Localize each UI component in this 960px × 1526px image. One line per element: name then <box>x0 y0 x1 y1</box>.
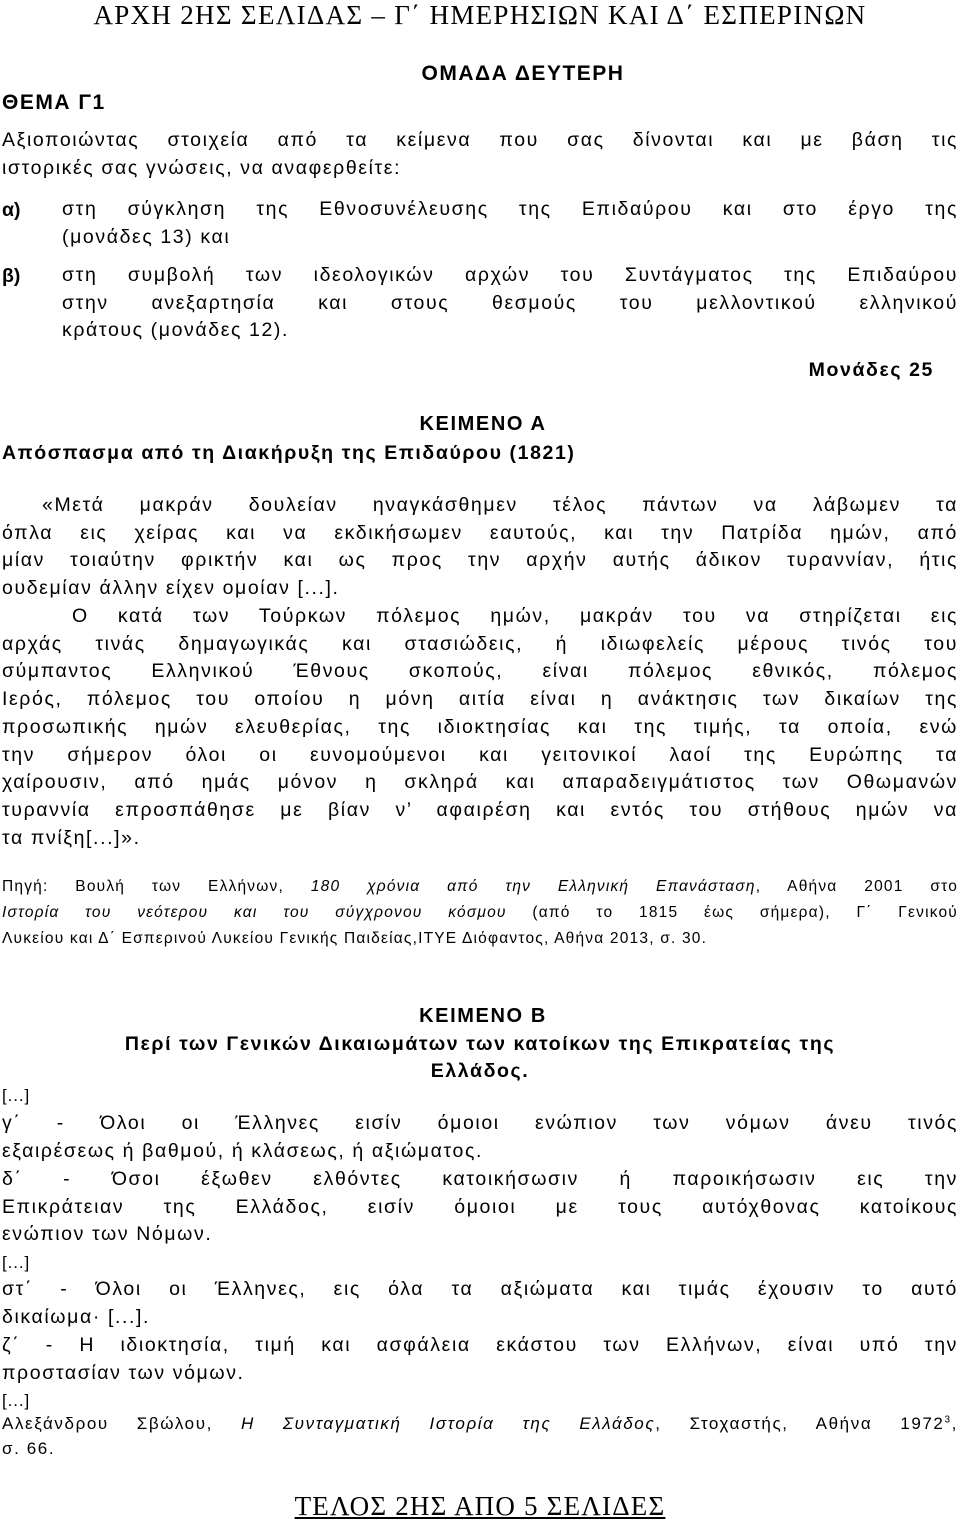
source-line <box>2 900 958 926</box>
paragraph-line: χαίρουσιν, από ημάς μόνον η σκληρά και απαραδειγμάτιστος των Οθωμανών <box>2 771 958 794</box>
item-line: στη σύγκληση της Εθνοσυνέλευσης της Επιδαύρου και στο έργο της <box>62 198 958 220</box>
paragraph-line: τα πνίξη[...]». <box>2 826 141 849</box>
source-text: Πηγή: Βουλή των Ελλήνων, <box>2 878 285 895</box>
source-text: , Αθήνα 2001 στο <box>755 878 959 895</box>
page-footer: ΤΕΛΟΣ 2ΗΣ ΑΠΟ 5 ΣΕΛΙΔΕΣ <box>294 1491 666 1521</box>
text-a-subtitle: Απόσπασμα από τη Διακήρυξη της Επιδαύρου (1821) <box>2 442 576 464</box>
source-line: σ. 66. <box>2 1439 56 1458</box>
paragraph-line: «Μετά μακράν δουλείαν ηναγκάσθημεν τέλος πάντων να λάβωμεν τα <box>42 494 958 516</box>
points-label: Μονάδες 25 <box>808 359 934 381</box>
paragraph-line: όπλα εις χείρας και να εκδικήσωμεν εαυτούς, και την Πατρίδα ημών, από <box>2 521 958 544</box>
subtitle-line: Ελλάδος. <box>430 1060 530 1082</box>
article-d <box>2 1166 958 1249</box>
text-b-heading: ΚΕΙΜΕΝΟ Β <box>419 1005 547 1027</box>
article-z <box>2 1332 958 1387</box>
source-text: (από το 1815 έως σήμερα), Γ΄ Γενικού <box>506 904 958 921</box>
article-line: ενώπιον των Νόμων. <box>2 1223 213 1246</box>
page-header: ΑΡΧΗ 2ΗΣ ΣΕΛΙΔΑΣ – Γ΄ ΗΜΕΡΗΣΙΩΝ ΚΑΙ Δ΄ ΕΣΠΕΡΙΝΩΝ <box>93 0 867 30</box>
subtitle-line: Περί των Γενικών Δικαιωμάτων των κατοίκων της Επικρατείας της <box>124 1033 836 1055</box>
paragraph-line: αρχάς τινάς δημαγωγικάς και στασιώδεις, ή ιδιωφελείς μέρους τινός του <box>2 632 958 655</box>
paragraph-line: προσωπικής ημών ελευθερίας, της ιδιοκτησίας και της τιμής, τα οποία, ενώ <box>2 715 958 738</box>
paragraph-line: μίαν τοιαύτην φρικτήν και ως προς την αρχήν αυτής άδικον τυραννίαν, ήτις <box>2 549 958 572</box>
text-a-paragraph-2 <box>2 603 958 852</box>
text-b-source <box>2 1411 958 1461</box>
article-line: στ΄ - Όλοι οι Έλληνες, εις όλα τα αξιώματα και τιμάς έχουσιν το αυτό <box>2 1278 958 1300</box>
item-line: (μονάδες 13) και <box>62 225 231 248</box>
item-a-text <box>62 196 958 251</box>
text-a-heading: ΚΕΙΜΕΝΟ Α <box>419 413 547 435</box>
ellipsis: [...] <box>2 1253 31 1272</box>
text-a-paragraph-1 <box>2 492 958 603</box>
item-a-label: α) <box>2 199 21 221</box>
ellipsis: [...] <box>2 1391 31 1410</box>
paragraph-line: Ιερός, πόλεμος του οποίου η μόνη αιτία είναι η ανάκτησις των δικαίων της <box>2 688 958 711</box>
text-b-subtitle <box>0 1031 960 1085</box>
article-line: προστασίαν των νόμων. <box>2 1361 245 1384</box>
paragraph-line: ουδεμίαν άλλην είχεν ομοίαν [...]. <box>2 577 340 600</box>
article-line: γ΄ - Όλοι οι Έλληνες εισίν όμοιοι ενώπιον των νόμων άνευ τινός <box>2 1112 958 1134</box>
paragraph-line: την σήμερον όλοι οι ευνομούμενοι και γειτονικοί λαοί της Ευρώπης τα <box>2 743 958 766</box>
theme-title: ΘΕΜΑ Γ1 <box>2 91 106 114</box>
source-text: , Στοχαστής, Αθήνα 1972 <box>655 1414 945 1433</box>
item-b-label: β) <box>2 265 21 287</box>
item-b-text <box>62 262 958 345</box>
source-book-title: Η Συνταγματική Ιστορία της Ελλάδος <box>240 1414 656 1433</box>
item-line: κράτους (μονάδες 12). <box>62 319 290 342</box>
article-g <box>2 1110 958 1165</box>
paragraph-line: Ο κατά των Τούρκων πόλεμος ημών, μακράν του να στηρίζεται εις <box>72 605 958 627</box>
article-line: δικαίωμα· [...]. <box>2 1305 151 1328</box>
article-st <box>2 1276 958 1331</box>
item-line: στην ανεξαρτησία και στους θεσμούς του μελλοντικού ελληνικού <box>62 291 958 314</box>
article-line: εξαιρέσεως ή βαθμού, ή κλάσεως, ή αξιώματος. <box>2 1139 483 1162</box>
source-text: Αλεξάνδρου Σβώλου, <box>2 1414 213 1433</box>
intro-paragraph <box>2 127 958 182</box>
article-line: δ΄ - Όσοι έξωθεν ελθόντες κατοικήσωσιν ή παροικήσωσιν εις την <box>2 1168 958 1190</box>
source-line <box>2 1411 958 1436</box>
paragraph-line: σύμπαντος Ελληνικού Έθνους σκοπούς, είναι πόλεμος εθνικός, πόλεμος <box>2 660 958 683</box>
intro-line: ιστορικές σας γνώσεις, να αναφερθείτε: <box>2 156 402 179</box>
source-text: , <box>951 1414 958 1433</box>
intro-line: Αξιοποιώντας στοιχεία από τα κείμενα που σας δίνονται και με βάση τις <box>2 129 958 151</box>
source-line <box>2 874 958 900</box>
article-line: Επικράτειαν της Ελλάδος, εισίν όμοιοι με τους αυτόχθονας κατοίκους <box>2 1195 958 1218</box>
edition-superscript: 3 <box>944 1414 952 1426</box>
source-book-title: Ιστορία του νεότερου και του σύγχρονου κόσμου <box>2 904 507 921</box>
ellipsis: [...] <box>2 1086 31 1105</box>
item-line: στη συμβολή των ιδεολογικών αρχών του Συντάγματος της Επιδαύρου <box>62 264 958 286</box>
article-line: ζ΄ - Η ιδιοκτησία, τιμή και ασφάλεια εκάστου των Ελλήνων, είναι υπό την <box>2 1334 958 1356</box>
source-line: Λυκείου και Δ΄ Εσπερινού Λυκείου Γενικής Παιδείας,ΙΤΥΕ Διόφαντος, Αθήνα 2013, σ. 30. <box>2 930 708 947</box>
paragraph-line: τυραννία επροσπάθησε με βίαν ν’ αφαιρέση και εντός του στήθους ημών να <box>2 798 958 821</box>
group-title: ΟΜΑΔΑ ΔΕΥΤΕΡΗ <box>421 62 625 85</box>
text-a-source <box>2 874 958 952</box>
source-book-title: 180 χρόνια από την Ελληνική Επανάσταση <box>310 878 756 895</box>
